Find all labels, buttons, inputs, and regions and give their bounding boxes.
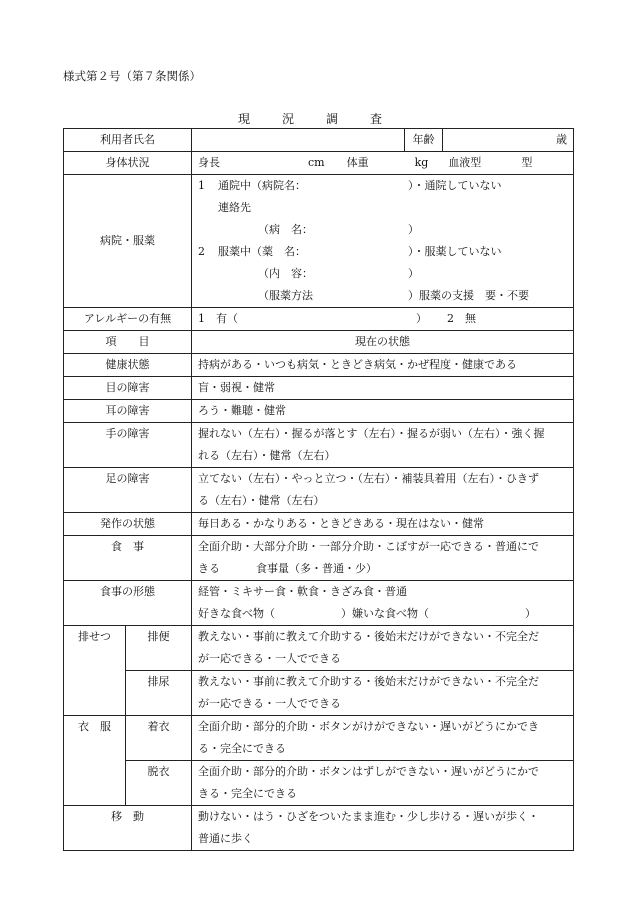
age-label: 年齢 (405, 129, 443, 152)
hospital-name-prompt: 通院中（病院名： (218, 179, 306, 192)
seizure-label: 発作の状態 (64, 513, 192, 536)
wear-label: 着衣 (126, 716, 192, 761)
meal-text-2a: きる (198, 562, 220, 575)
favorite-food: 好きな食べ物（ (198, 607, 275, 620)
ear-label: 耳の障害 (64, 400, 192, 423)
row-name (64, 129, 574, 152)
eye-label: 目の障害 (64, 377, 192, 400)
name-label: 利用者氏名 (64, 129, 192, 152)
method-prompt: （服薬方法 (258, 289, 313, 302)
hand-text-1: 握れない（左右）・握るが落とす（左右）・握るが弱い（左右）・強く握 (198, 427, 545, 440)
content-close: ） (408, 267, 419, 280)
hospital-field[interactable] (192, 175, 574, 308)
mealform-label: 食事の形態 (64, 581, 192, 626)
age-unit: 歳 (556, 133, 567, 146)
row-mealform (64, 581, 574, 626)
stool-text (192, 626, 574, 671)
row-urine (64, 671, 574, 716)
row-foot (64, 468, 574, 513)
urine-label: 排尿 (126, 671, 192, 716)
allergy-no: 2 無 (447, 312, 476, 325)
blood-type-unit: 型 (521, 156, 533, 169)
form-number: 様式第２号（第７条関係） (63, 69, 201, 83)
row-eye (64, 377, 574, 400)
hospital-label: 病院・服薬 (64, 175, 192, 308)
meal-label: 食 事 (64, 536, 192, 581)
undress-label: 脱衣 (126, 761, 192, 806)
meal-amount: 食事量（多・普通・少） (256, 562, 377, 575)
blood-label: 血液型 (448, 156, 482, 169)
mealform-text (192, 581, 574, 626)
row-seizure (64, 513, 574, 536)
wear-text (192, 716, 574, 761)
undress-text-1: 全面介助・部分的介助・ボタンはずしができない・遅いがどうにかで (198, 765, 539, 778)
clothing-label: 衣 服 (64, 716, 126, 806)
row-move (64, 806, 574, 851)
medicine-prompt: 服薬中（薬 名： (218, 245, 306, 258)
undress-text-2: きる・完全にできる (198, 787, 297, 800)
status-header: 現在の状態 (192, 331, 574, 354)
ear-text: ろう・難聴・健常 (192, 400, 574, 423)
allergy-label: アレルギーの有無 (64, 308, 192, 331)
foot-label: 足の障害 (64, 468, 192, 513)
row-ear (64, 400, 574, 423)
contact-label: 連絡先 (218, 201, 251, 214)
disliked-food: ）嫌いな食べ物（ (341, 607, 429, 620)
health-text: 持病がある・いつも病気・ときどき病気・かぜ程度・健康である (192, 354, 574, 377)
row-body (64, 152, 574, 175)
foot-text (192, 468, 574, 513)
stool-text-2: が一応できる・一人でできる (198, 652, 341, 665)
row-hospital (64, 175, 574, 308)
move-label: 移 動 (64, 806, 192, 851)
document-title: 現 況 調 査 (237, 112, 392, 126)
content-prompt: （内 容： (258, 267, 313, 280)
urine-text-1: 教えない・事前に教えて介助する・後始末だけができない・不完全だ (198, 675, 539, 688)
row-stool (64, 626, 574, 671)
body-field[interactable] (192, 152, 574, 175)
mealform-text-1: 経管・ミキサー食・軟食・きざみ食・普通 (198, 585, 407, 598)
eye-text: 盲・弱視・健常 (192, 377, 574, 400)
hand-text (192, 423, 574, 468)
wear-text-2: る・完全にできる (198, 742, 286, 755)
hospital-not-visiting: ）・通院していない (408, 179, 502, 192)
weight-label: 体重 (346, 156, 369, 169)
wear-text-1: 全面介助・部分的介助・ボタンがけができない・遅いがどうにかでき (198, 720, 539, 733)
body-label: 身体状況 (64, 152, 192, 175)
seizure-text: 毎日ある・かなりある・ときどきある・現在はない・健常 (192, 513, 574, 536)
medicine-not-taking: ）・服薬していない (408, 245, 502, 258)
row-wear (64, 716, 574, 761)
row-allergy (64, 308, 574, 331)
cm-unit: cm (308, 156, 325, 169)
foot-text-2: る（左右）・健常（左右） (198, 494, 325, 507)
move-text-2: 普通に歩く (198, 832, 253, 845)
hosp-num-1: 1 (198, 179, 205, 192)
disliked-close: ） (525, 607, 536, 620)
move-text (192, 806, 574, 851)
hand-text-2: れる（左右）・健常（左右） (198, 449, 336, 462)
disease-prompt: （病 名： (258, 223, 313, 236)
allergy-yes: 1 有（ (198, 312, 238, 325)
urine-text (192, 671, 574, 716)
height-label: 身長 (198, 156, 220, 169)
foot-text-1: 立てない（左右）・やっと立つ・（左右）・補装具着用（左右）・ひきず (198, 472, 539, 485)
allergy-close: ） (416, 312, 427, 325)
row-meal (64, 536, 574, 581)
item-header: 項 目 (64, 331, 192, 354)
hand-label: 手の障害 (64, 423, 192, 468)
disease-close: ） (408, 223, 419, 236)
meal-text (192, 536, 574, 581)
health-label: 健康状態 (64, 354, 192, 377)
row-header (64, 331, 574, 354)
urine-text-2: が一応できる・一人でできる (198, 697, 341, 710)
medication-support: ）服薬の支援 要・不要 (408, 289, 529, 302)
survey-table (63, 128, 574, 851)
meal-text-1: 全面介助・大部分介助・一部分介助・こぼすが一応できる・普通にで (198, 540, 539, 553)
row-undress (64, 761, 574, 806)
stool-label: 排便 (126, 626, 192, 671)
move-text-1: 動けない・はう・ひざをついたまま進む・少し歩ける・遅いが歩く・ (198, 810, 539, 823)
kg-unit: kg (414, 156, 429, 169)
name-field[interactable] (192, 129, 405, 152)
age-field[interactable] (443, 129, 574, 152)
stool-text-1: 教えない・事前に教えて介助する・後始末だけができない・不完全だ (198, 630, 539, 643)
row-health (64, 354, 574, 377)
hosp-num-2: 2 (198, 245, 205, 258)
excretion-label: 排せつ (64, 626, 126, 716)
undress-text (192, 761, 574, 806)
allergy-field[interactable] (192, 308, 574, 331)
row-hand (64, 423, 574, 468)
